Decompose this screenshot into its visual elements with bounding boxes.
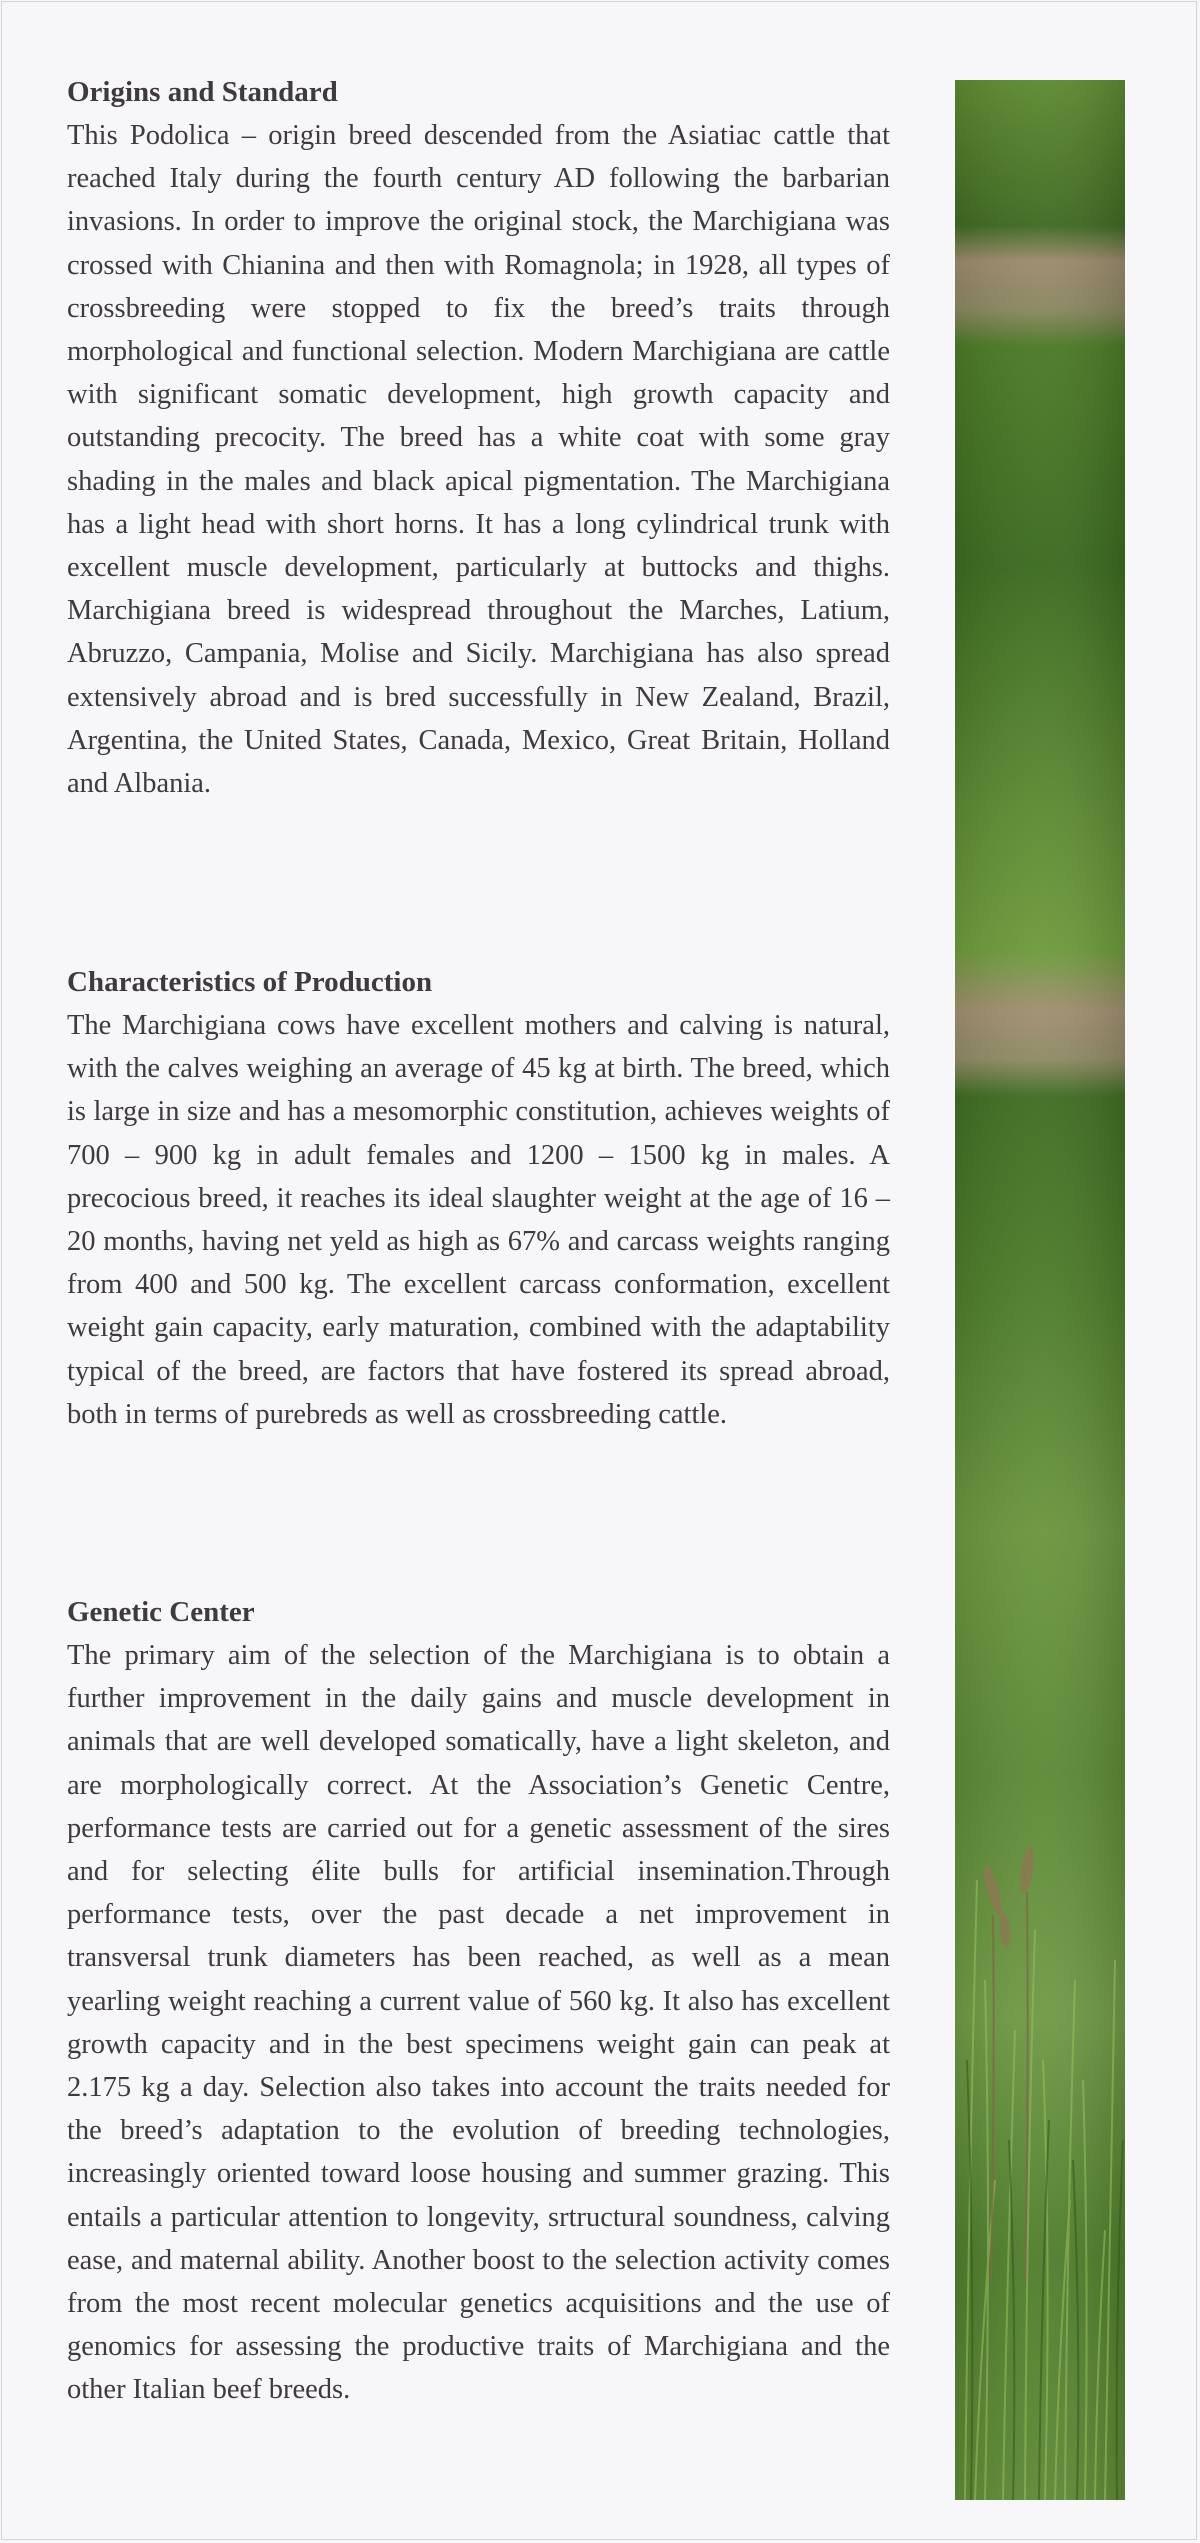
grass-photo-strip bbox=[955, 80, 1125, 2500]
section-genetic-center bbox=[67, 1590, 890, 2412]
section-body: The primary aim of the selection of the Marchigiana is to obtain a further improvement in the daily gains and muscle development in animals that are well developed somatically, have a light skeleton, and are morphologically correct. At the Association’s Genetic Centre, performance tests are carried out for a genetic assessment of the sires and for selecting élite bulls for artificial insemination.Through performance tests, over the past decade a net improvement in transversal trunk diameters has been reached, as well as a mean yearling weight reaching a current value of 560 kg. It also has excellent growth capacity and in the best specimens weight gain can peak at 2.175 kg a day. Selection also takes into account the traits needed for the breed’s adaptation to the evolution of breeding technologies, increasingly oriented toward loose housing and summer grazing. This entails a particular attention to longevity, srtructural soundness, calving ease, and maternal ability. Another boost to the selection activity comes from the most recent molecular genetics acquisitions and the use of genomics for assessing the productive traits of Marchigiana and the other Italian beef breeds. bbox=[67, 1640, 890, 2406]
section-heading: Characteristics of Production bbox=[67, 966, 433, 998]
grass-photo-illustration bbox=[955, 80, 1125, 2500]
section-heading: Genetic Center bbox=[67, 1596, 255, 1628]
section-body: The Marchigiana cows have excellent mothers and calving is natural, with the calves weighing an average of 45 kg at birth. The breed, which is large in size and has a mesomorphic constitution, achieves weights of 700 – 900 kg in adult females and 1200 – 1500 kg in males. A precocious breed, it reaches its ideal slaughter weight at the age of 16 – 20 months, having net yeld as high as 67% and carcass weights ranging from 400 and 500 kg. The excellent carcass conformation, excellent weight gain capacity, early maturation, combined with the adaptability typical of the breed, are factors that have fostered its spread abroad, both in terms of purebreds as well as crossbreeding cattle. bbox=[67, 1010, 890, 1430]
section-heading: Origins and Standard bbox=[67, 76, 338, 108]
section-body: This Podolica – origin breed descended from the Asiatiac cattle that reached Italy during the fourth century AD following the barbarian invasions. In order to improve the original stock, the Marchigiana was crossed with Chianina and then with Romagnola; in 1928, all types of crossbreeding were stopped to fix the breed’s traits through morphological and functional selection. Modern Marchigiana are cattle with significant somatic development, high growth capacity and outstanding precocity. The breed has a white coat with some gray shading in the males and black apical pigmentation. The Marchigiana has a light head with short horns. It has a long cylindrical trunk with excellent muscle development, particularly at buttocks and thighs. Marchigiana breed is widespread throughout the Marches, Latium, Abruzzo, Campania, Molise and Sicily. Marchigiana has also spread extensively abroad and is bred successfully in New Zealand, Brazil, Argentina, the United States, Canada, Mexico, Great Britain, Holland and Albania. bbox=[67, 120, 890, 800]
section-characteristics-of-production bbox=[67, 960, 890, 1436]
section-origins-and-standard bbox=[67, 70, 890, 805]
